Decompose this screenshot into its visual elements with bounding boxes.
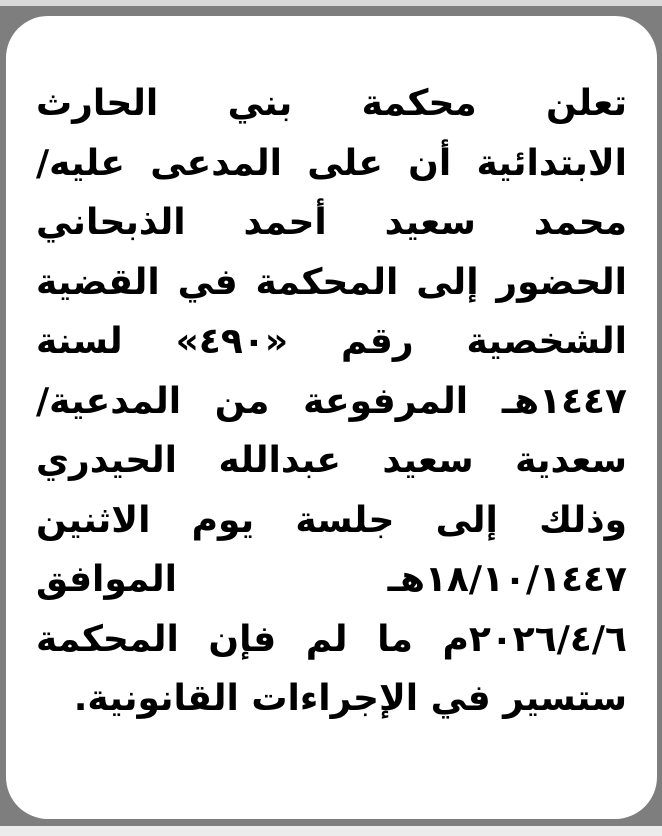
notice-line: الابتدائية أن على المدعى عليه/ [36,142,627,184]
notice-line: محمد سعيد أحمد الذبحاني [36,202,627,243]
notice-line: تعلن محكمة بني الحارث [36,83,627,124]
notice-line: ستسير في الإجراءات القانونية. [73,678,627,719]
notice-line: ٢٠٢٦/٤/٦م ما لم فإن المحكمة [36,618,627,660]
notice-body [36,74,627,729]
court-notice-card [6,16,657,819]
notice-line: الشخصية رقم «٤٩٠» لسنة [36,321,627,362]
notice-line: ١٨/١٠/١٤٤٧هـ الموافق [36,559,627,600]
notice-line: الحضور إلى المحكمة في القضية [36,261,627,303]
notice-line: سعدية سعيد عبدالله الحيدري [36,440,627,481]
notice-line: ١٤٤٧هـ المرفوعة من المدعية/ [36,380,627,422]
scan-bottom-edge [0,826,662,836]
scan-top-edge [0,0,662,6]
notice-line: وذلك إلى جلسة يوم الاثنين [36,499,627,541]
